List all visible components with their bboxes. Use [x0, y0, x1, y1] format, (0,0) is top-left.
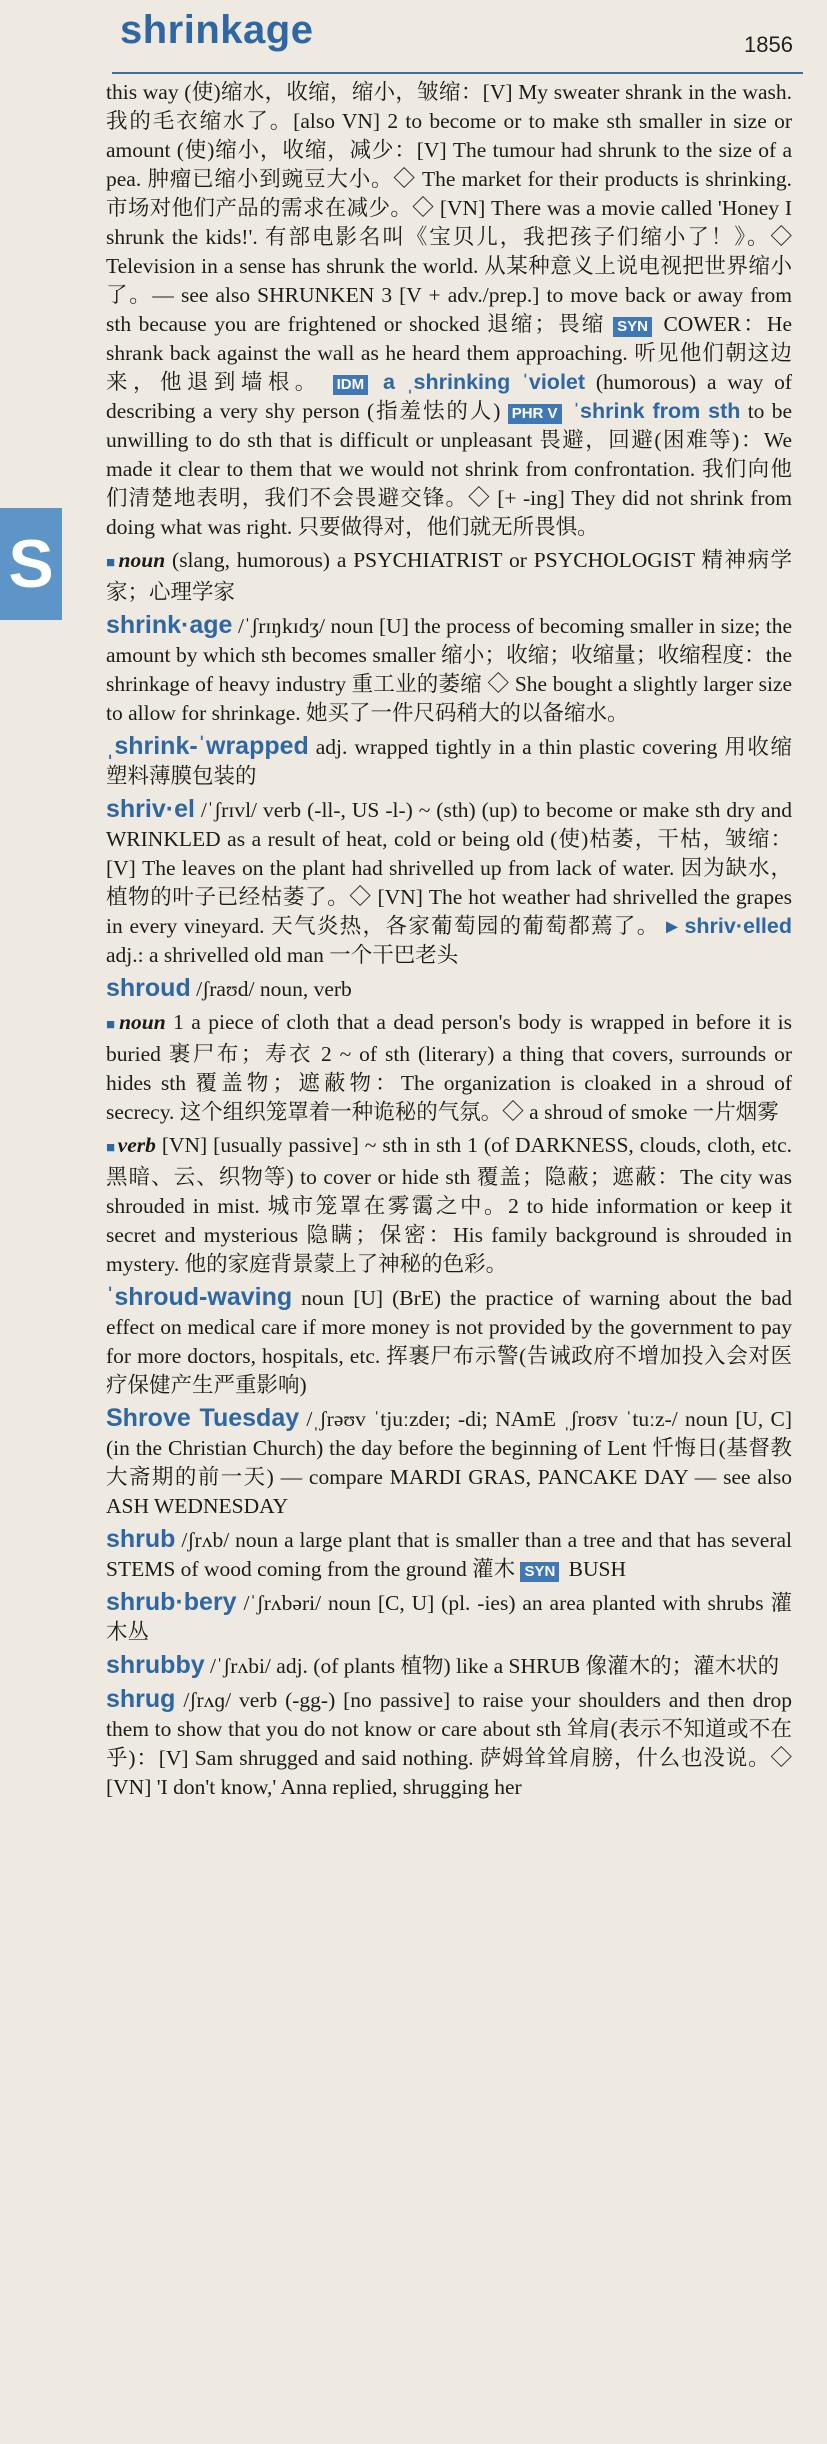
headword: shriv·el [106, 795, 195, 823]
entry-shrubbery [106, 1588, 792, 1647]
definition-text: /ˈʃrɪvl/ verb (-ll-, US -l-) ~ (sth) (up) to become or make sth dry and WRINKLED as a result of heat, cold or being old (使)枯萎，干枯，皱缩：[V] The leaves on the plant had shrivelled up from lack of water. 因为缺水，植物的叶子已经枯萎了。◇ [VN] The hot weather had shrivelled the grapes in every vineyard. 天气炎热，各家葡萄园的葡萄都蔫了。 [106, 798, 792, 938]
definition-text: COWER：He shrank back against the wall as he heard them approaching. 听见他们朝这边来，他退到墙根。 [106, 312, 792, 394]
headword: shrink·age [106, 611, 233, 639]
sense-noun [106, 546, 792, 607]
phrasal-verb-label: PHR V [508, 404, 562, 424]
entry-shroud [106, 974, 792, 1004]
syn-label: SYN [613, 317, 652, 337]
definition-text: (humorous) a way of describing a very shy person (指羞怯的人) [106, 370, 792, 423]
pos-label: verb [117, 1133, 156, 1157]
headword: shroud [106, 974, 191, 1002]
headword: Shrove Tuesday [106, 1404, 300, 1432]
running-head: shrinkage [120, 8, 314, 52]
derivative-headword: ▸ shriv·elled [666, 914, 792, 938]
square-bullet-icon: ■ [106, 555, 117, 571]
entry-shrinkage [106, 611, 792, 728]
square-bullet-icon: ■ [106, 1017, 118, 1033]
idiom-phrase: a ˌshrinking ˈviolet [382, 370, 586, 394]
entry-shrink-continued [106, 78, 792, 542]
page-header [112, 8, 803, 74]
syn-label: SYN [520, 1562, 559, 1582]
entry-shrub [106, 1525, 792, 1584]
definition-text: (slang, humorous) a PSYCHIATRIST or PSYCHOLOGIST 精神病学家；心理学家 [106, 548, 792, 604]
headword: ˌshrink-ˈwrapped [106, 732, 309, 760]
headword: ˈshroud-waving [106, 1283, 293, 1311]
definition-text: /ʃrʌb/ noun a large plant that is smaller than a tree and that has several STEMS of wood coming from the ground 灌木 [106, 1528, 793, 1581]
phrasal-verb-phrase: ˈshrink from sth [572, 399, 741, 423]
definition-text: [VN] [usually passive] ~ sth in sth 1 (of DARKNESS, clouds, cloth, etc. 黑暗、云、织物等) to cover or hide sth 覆盖；隐蔽；遮蔽：The city was shrouded in mist. 城市笼罩在雾霭之中。2 to hide information or keep it secret and mysterious 隐瞒；保密：His family background is shrouded in mystery. 他的家庭背景蒙上了神秘的色彩。 [106, 1133, 793, 1276]
definition-text: adj.: a shrivelled old man 一个干巴老头 [106, 943, 459, 967]
page-number: 1856 [744, 32, 793, 57]
entry-shrubby [106, 1651, 792, 1681]
definition-text: /ˈʃrɪŋkɪdʒ/ noun [U] the process of becoming smaller in size; the amount by which sth becomes smaller 缩小；收缩；收缩量；收缩程度：the shrinkage of heavy industry 重工业的萎缩 ◇ She bought a slightly larger size to allow for shrinkage. 她买了一件尺码稍大的以备缩水。 [106, 614, 792, 725]
definition-text: /ʃrʌɡ/ verb (-gg-) [no passive] to raise your shoulders and then drop them to show that you do not know or care about sth 耸肩(表示不知道或不在乎)：[V] Sam shrugged and said nothing. 萨姆耸耸肩膀，什么也没说。◇ [VN] 'I don't know,' Anna replied, shrugging her [106, 1688, 793, 1799]
entries-column [106, 78, 792, 1806]
headword: shrug [106, 1685, 176, 1713]
thumb-index-tab: S [0, 508, 62, 620]
sense-noun [106, 1008, 792, 1127]
headword: shrub·bery [106, 1588, 237, 1616]
definition-text: /ˈʃrʌbəri/ noun [C, U] (pl. -ies) an area planted with shrubs 灌木丛 [106, 1591, 793, 1644]
idm-label: IDM [333, 375, 369, 395]
entry-shrink-wrapped [106, 732, 792, 791]
definition-text: adj. wrapped tightly in a thin plastic covering 用收缩塑料薄膜包装的 [106, 735, 792, 788]
square-bullet-icon: ■ [106, 1140, 116, 1156]
definition-text: this way (使)缩水，收缩，缩小，皱缩：[V] My sweater shrank in the wash. 我的毛衣缩水了。[also VN] 2 to become or to make sth smaller in size or amount (使)缩小，收缩，减少：[V] The tumour had shrunk to the size of a pea. 肿瘤已缩小到豌豆大小。◇ The market for their products is shrinking. 市场对他们产品的需求在减少。◇ [VN] There was a movie called 'Honey I shrunk the kids!'. 有部电影名叫《宝贝儿，我把孩子们缩小了！》。◇ Television in a sense has shrunk the world. 从某种意义上说电视把世界缩小了。— see also SHRUNKEN 3 [V + adv./prep.] to move back or away from sth because you are frightened or shocked 退缩；畏缩 [106, 80, 792, 336]
definition-text: noun [U] (BrE) the practice of warning about the bad effect on medical care if more money is not provided by the government to pay for more doctors, hospitals, etc. 挥裹尸布示警(告诫政府不增加投入会对医疗保健产生严重影响) [106, 1286, 793, 1397]
sense-verb [106, 1131, 792, 1279]
headword: shrub [106, 1525, 176, 1553]
headword: shrubby [106, 1651, 205, 1679]
entry-shroud-waving [106, 1283, 792, 1400]
entry-shrug [106, 1685, 792, 1802]
definition-text: /ˌʃrəʊv ˈtjuːzdeɪ; -di; NAmE ˌʃroʊv ˈtuːz-/ noun [U, C] (in the Christian Church) the day before the beginning of Lent 忏悔日(基督教大斋期的前一天) — compare MARDI GRAS, PANCAKE DAY — see also ASH WEDNESDAY [106, 1407, 793, 1518]
definition-text: 1 a piece of cloth that a dead person's body is wrapped in before it is buried 裹尸布；寿衣 2 ~ of sth (literary) a thing that covers, surrounds or hides sth 覆盖物；遮蔽物：The organization is cloaked in a shroud of secrecy. 这个组织笼罩着一种诡秘的气氛。◇ a shroud of smoke 一片烟雾 [106, 1010, 793, 1124]
pos-label: noun [119, 1010, 166, 1034]
definition-text: to be unwilling to do sth that is difficult or unpleasant 畏避，回避(困难等)：We made it clear to them that we would not shrink from confrontation. 我们向他们清楚地表明，我们不会畏避交锋。◇ [+ -ing] They did not shrink from doing what was right. 只要做得对，他们就无所畏惧。 [106, 399, 793, 539]
definition-text: /ˈʃrʌbi/ adj. (of plants 植物) like a SHRUB 像灌木的；灌木状的 [210, 1654, 780, 1678]
pos-label: noun [118, 548, 166, 572]
entry-shrove-tuesday [106, 1404, 792, 1521]
entry-shrivel [106, 795, 792, 970]
definition-text: /ʃraʊd/ noun, verb [196, 977, 352, 1001]
definition-text: BUSH [568, 1557, 627, 1581]
